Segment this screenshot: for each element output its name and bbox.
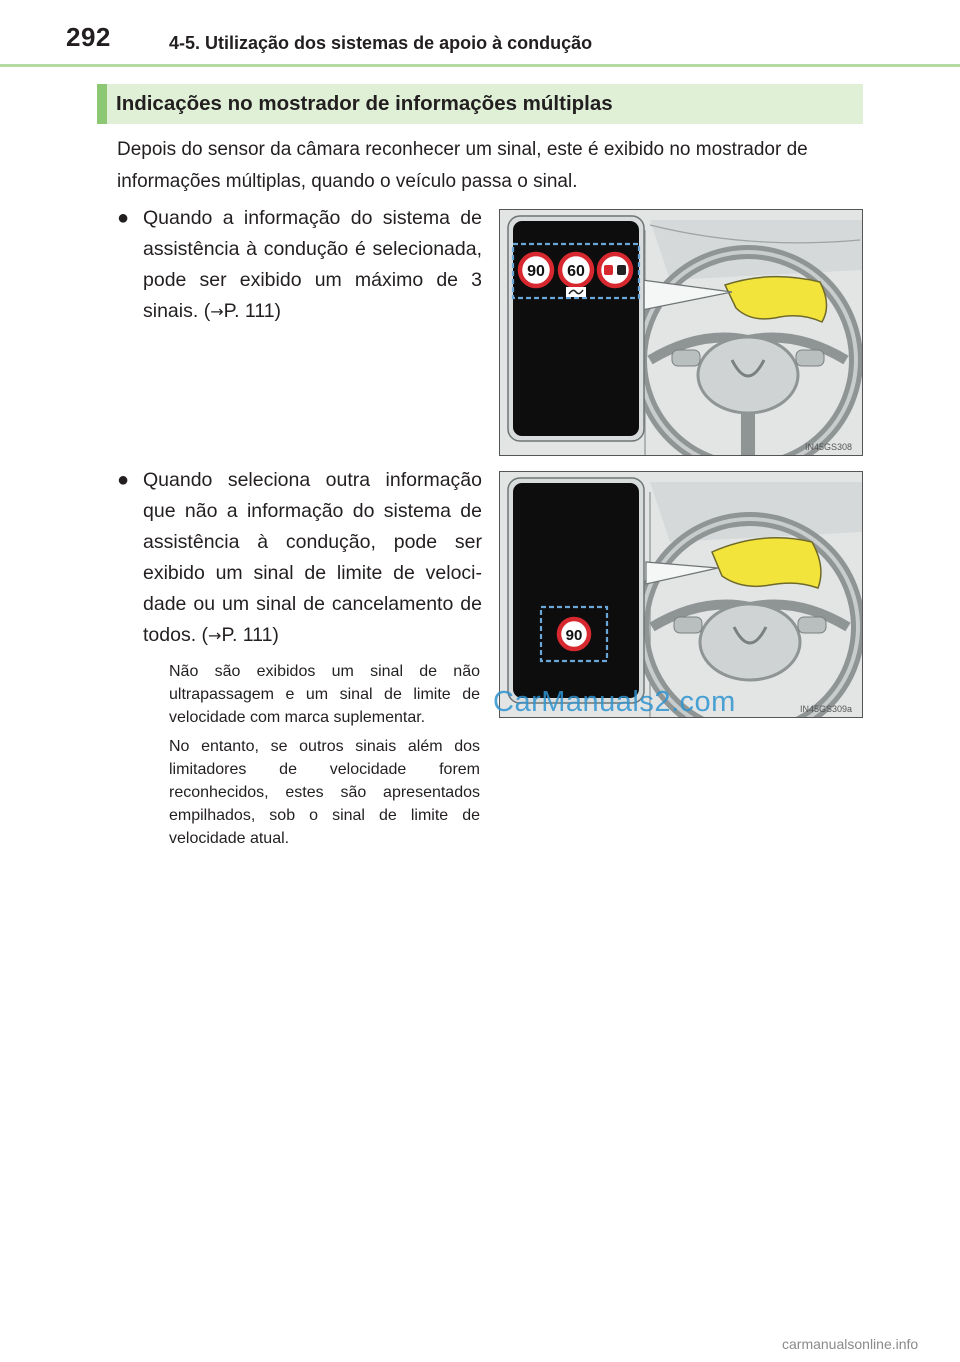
svg-text:60: 60	[567, 263, 585, 280]
figure-code: IN45GS308	[804, 442, 852, 452]
figure-code: IN45GS309a	[799, 704, 852, 714]
cluster-highlight	[712, 538, 821, 588]
bullet-text: Quando seleciona outra informação que não a informação do sistema de assistência à condução, pode ser exibido um sinal de limite de velocidade ou um sinal de cancelamento de todos. (	[143, 469, 482, 646]
arrow-right-icon: →	[210, 302, 224, 321]
bullet-dot-icon: ●	[117, 207, 130, 229]
speed-limit-sign-icon	[520, 254, 552, 286]
no-overtaking-sign-icon	[599, 254, 631, 286]
bullet-text: Quando a informação do sistema de assistência à condução é selecionada, pode ser exibido um máximo de 3 sinais. (	[143, 207, 482, 322]
page-reference-link[interactable]: P. 111)	[223, 300, 282, 322]
svg-text:90: 90	[565, 627, 583, 644]
svg-text:90: 90	[527, 263, 545, 280]
section-title: Indicações no mostrador de informações múltiplas	[116, 92, 613, 115]
page-reference-link[interactable]: P. 111)	[221, 624, 279, 646]
intro-paragraph: Depois do sensor da câmara reconhecer um sinal, este é exibido no mostrador de informações múltiplas, quando o veículo passa o sinal.	[117, 139, 808, 192]
note-paragraph: Não são exibidos um sinal de não ultrapassagem e um sinal de limite de velocidade com marca suplementar.	[169, 663, 480, 726]
bullet-item	[117, 465, 482, 651]
bullet-dot-icon: ●	[117, 469, 130, 491]
header-rule	[0, 64, 960, 67]
figure-single-sign	[499, 471, 863, 718]
page-number: 292	[66, 22, 111, 52]
figure-three-signs	[499, 209, 863, 456]
speed-limit-sign-icon	[559, 619, 589, 649]
bullet-item	[117, 203, 482, 327]
arrow-right-icon: →	[208, 626, 222, 645]
note-paragraph: No entanto, se outros sinais além dos limitadores de velocidade forem reconhecidos, estes são apresentados empilhados, sob o sinal de limite de velocidade atual.	[169, 738, 480, 847]
chapter-title: 4-5. Utilização dos sistemas de apoio à condução	[169, 33, 593, 53]
watermark: CarManuals2.com	[493, 686, 736, 718]
footer-site: carmanualsonline.info	[782, 1336, 919, 1352]
